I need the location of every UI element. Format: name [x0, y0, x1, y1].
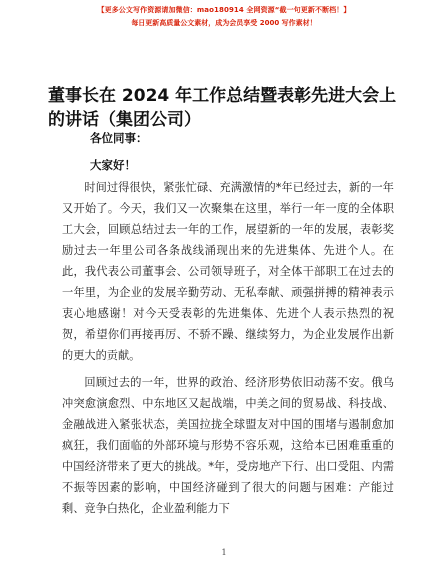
promo-banner-line-2: 每日更新高质量公文素材，成为会员享受 2000 写作素材！: [131, 19, 317, 27]
body-paragraph-1: 时间过得很快，紧张忙碌、充满激情的*年已经过去，新的一年又开始了。今天，我们又一次聚集在这里，举行一年一度的全体职工大会，回顾总结过去一年的工作，展望新的一年的发展，表彰奖励过去一年里公司各条战线涌现出来的先进集体、先进个人。在此，我代表公司董事会、公司领导班子，对全体干部职工在过去的一年里，为企业的发展辛勤劳动、无私奉献、顽强拼搏的精神表示衷心地感谢！对今天受表彰的先进集体、先进个人表示热烈的祝贺，希望你们再接再厉、不骄不躁、继续努力，为企业发展作出新的更大的贡献。: [62, 181, 394, 362]
promo-banner: [0, 4, 448, 29]
body-paragraph-2: 回顾过去的一年，世界的政治、经济形势依旧动荡不安。俄乌冲突愈演愈烈、中东地区又起战端，中美之间的贸易战、科技战、金融战进入紧张状态，美国拉拢全球盟友对中国的围堵与遏制愈加疯狂，我们面临的外部环境与形势不容乐观，这给本已困难重重的中国经济带来了更大的挑战。*年，受房地产下行、出口受阻、内需不振等因素的影响，中国经济碰到了很大的问题与困难：产能过剩、竞争白热化，企业盈利能力下: [62, 376, 394, 515]
salutation-greeting: 大家好！: [90, 158, 136, 172]
page-number: 1: [221, 548, 227, 557]
document-body: [62, 177, 394, 525]
promo-banner-line-1: 【更多公文写作资源请加微信：mao180914 全网资源“截一句更新不断档！】: [97, 6, 351, 14]
salutation-colleagues: 各位同事：: [90, 131, 148, 145]
document-title: 董事长在 2024 年工作总结暨表彰先进大会上的讲话（集团公司）: [48, 86, 397, 130]
